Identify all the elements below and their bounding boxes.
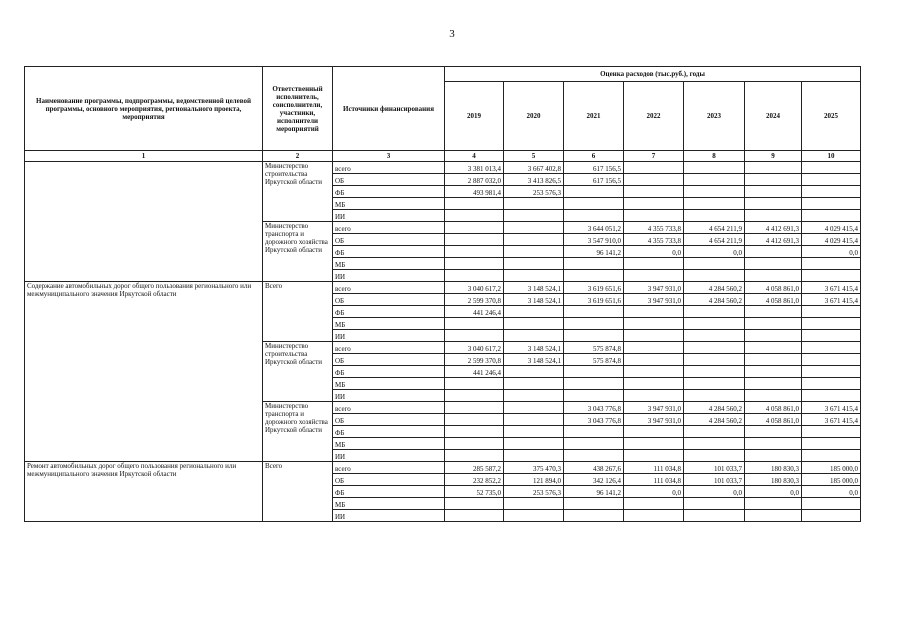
value-cell: 3 947 931,0 bbox=[624, 402, 684, 414]
value-cell bbox=[504, 246, 564, 258]
col-header-name: Наименование программы, подпрограммы, ведомственной целевой программы, основного мероприятия, регионального проекта, мероприятия bbox=[25, 67, 263, 151]
funding-source: ИИ bbox=[333, 390, 445, 402]
value-cell: 4 029 415,4 bbox=[802, 222, 861, 234]
value-cell bbox=[684, 390, 745, 402]
value-cell bbox=[504, 414, 564, 426]
value-cell bbox=[504, 270, 564, 282]
funding-source: ФБ bbox=[333, 486, 445, 498]
value-cell: 3 381 013,4 bbox=[445, 162, 504, 174]
value-cell: 0,0 bbox=[624, 246, 684, 258]
value-cell: 180 830,3 bbox=[745, 462, 802, 474]
value-cell bbox=[745, 510, 802, 522]
funding-source: МБ bbox=[333, 498, 445, 510]
value-cell: 185 000,0 bbox=[802, 462, 861, 474]
value-cell bbox=[802, 366, 861, 378]
value-cell bbox=[745, 354, 802, 366]
value-cell: 575 874,8 bbox=[564, 342, 624, 354]
value-cell bbox=[504, 222, 564, 234]
value-cell: 3 671 415,4 bbox=[802, 294, 861, 306]
value-cell: 3 644 051,2 bbox=[564, 222, 624, 234]
value-cell bbox=[684, 318, 745, 330]
funding-source: ФБ bbox=[333, 186, 445, 198]
column-number: 3 bbox=[333, 151, 445, 162]
col-header-source: Источники финансирования bbox=[333, 67, 445, 151]
value-cell: 3 413 826,5 bbox=[504, 174, 564, 186]
value-cell bbox=[802, 258, 861, 270]
value-cell bbox=[745, 246, 802, 258]
funding-source: всего bbox=[333, 402, 445, 414]
value-cell: 0,0 bbox=[684, 486, 745, 498]
col-header-costs: Оценка расходов (тыс.руб.), годы bbox=[445, 67, 861, 82]
funding-source: МБ bbox=[333, 198, 445, 210]
value-cell bbox=[445, 234, 504, 246]
value-cell: 575 874,8 bbox=[564, 354, 624, 366]
value-cell: 4 355 733,8 bbox=[624, 222, 684, 234]
year-header: 2019 bbox=[445, 82, 504, 151]
value-cell bbox=[564, 210, 624, 222]
value-cell bbox=[624, 426, 684, 438]
value-cell bbox=[802, 330, 861, 342]
year-header: 2021 bbox=[564, 82, 624, 151]
value-cell bbox=[745, 330, 802, 342]
value-cell bbox=[745, 162, 802, 174]
value-cell bbox=[624, 210, 684, 222]
value-cell: 2 599 370,8 bbox=[445, 354, 504, 366]
funding-source: ФБ bbox=[333, 306, 445, 318]
value-cell bbox=[564, 330, 624, 342]
value-cell bbox=[564, 510, 624, 522]
header-row-1 bbox=[25, 67, 861, 82]
value-cell: 96 141,2 bbox=[564, 246, 624, 258]
value-cell bbox=[445, 222, 504, 234]
value-cell bbox=[445, 258, 504, 270]
budget-table bbox=[24, 66, 861, 522]
funding-source: ОБ bbox=[333, 474, 445, 486]
value-cell bbox=[504, 234, 564, 246]
funding-source: всего bbox=[333, 462, 445, 474]
value-cell bbox=[624, 438, 684, 450]
value-cell bbox=[445, 246, 504, 258]
value-cell: 4 284 560,2 bbox=[684, 402, 745, 414]
value-cell: 2 599 370,8 bbox=[445, 294, 504, 306]
value-cell bbox=[745, 390, 802, 402]
column-number: 8 bbox=[684, 151, 745, 162]
value-cell: 3 547 910,0 bbox=[564, 234, 624, 246]
value-cell bbox=[745, 498, 802, 510]
value-cell bbox=[564, 498, 624, 510]
value-cell bbox=[504, 366, 564, 378]
value-cell: 617 156,5 bbox=[564, 174, 624, 186]
value-cell: 4 058 861,0 bbox=[745, 402, 802, 414]
value-cell bbox=[445, 270, 504, 282]
value-cell bbox=[564, 450, 624, 462]
value-cell bbox=[802, 318, 861, 330]
value-cell bbox=[624, 258, 684, 270]
row-executor: Министерство транспорта и дорожного хозяйства Иркутской области bbox=[263, 402, 333, 462]
value-cell bbox=[624, 306, 684, 318]
value-cell bbox=[684, 378, 745, 390]
value-cell: 4 654 211,9 bbox=[684, 222, 745, 234]
value-cell bbox=[624, 510, 684, 522]
value-cell bbox=[684, 258, 745, 270]
value-cell bbox=[624, 318, 684, 330]
value-cell bbox=[624, 162, 684, 174]
value-cell bbox=[445, 438, 504, 450]
value-cell bbox=[504, 198, 564, 210]
value-cell bbox=[445, 330, 504, 342]
value-cell: 3 619 651,6 bbox=[564, 294, 624, 306]
value-cell: 3 148 524,1 bbox=[504, 342, 564, 354]
value-cell bbox=[684, 330, 745, 342]
value-cell bbox=[684, 174, 745, 186]
value-cell bbox=[684, 270, 745, 282]
value-cell bbox=[802, 450, 861, 462]
value-cell bbox=[684, 198, 745, 210]
funding-source: ИИ bbox=[333, 510, 445, 522]
value-cell: 493 981,4 bbox=[445, 186, 504, 198]
value-cell bbox=[745, 450, 802, 462]
value-cell: 96 141,2 bbox=[564, 486, 624, 498]
value-cell: 441 246,4 bbox=[445, 366, 504, 378]
row-executor: Министерство транспорта и дорожного хозяйства Иркутской области bbox=[263, 222, 333, 282]
column-number: 7 bbox=[624, 151, 684, 162]
table-body bbox=[25, 162, 861, 522]
value-cell bbox=[624, 354, 684, 366]
value-cell bbox=[745, 438, 802, 450]
value-cell bbox=[745, 378, 802, 390]
value-cell: 3 667 402,8 bbox=[504, 162, 564, 174]
value-cell bbox=[802, 354, 861, 366]
table-row bbox=[25, 462, 861, 474]
value-cell: 253 576,3 bbox=[504, 486, 564, 498]
value-cell bbox=[802, 210, 861, 222]
value-cell: 3 043 776,8 bbox=[564, 414, 624, 426]
value-cell bbox=[445, 378, 504, 390]
row-name bbox=[25, 162, 263, 282]
value-cell bbox=[564, 318, 624, 330]
value-cell bbox=[504, 426, 564, 438]
page-number: 3 bbox=[449, 28, 455, 40]
col-header-executor: Ответственный исполнитель, соисполнители, участники, исполнители мероприятий bbox=[263, 67, 333, 151]
funding-source: ИИ bbox=[333, 330, 445, 342]
value-cell: 101 033,7 bbox=[684, 462, 745, 474]
value-cell: 232 852,2 bbox=[445, 474, 504, 486]
value-cell: 3 148 524,1 bbox=[504, 294, 564, 306]
value-cell bbox=[745, 258, 802, 270]
column-number: 1 bbox=[25, 151, 263, 162]
value-cell bbox=[445, 426, 504, 438]
value-cell bbox=[504, 450, 564, 462]
funding-source: ОБ bbox=[333, 294, 445, 306]
value-cell: 3 947 931,0 bbox=[624, 294, 684, 306]
value-cell bbox=[802, 510, 861, 522]
funding-source: ФБ bbox=[333, 366, 445, 378]
value-cell bbox=[445, 318, 504, 330]
funding-source: ОБ bbox=[333, 234, 445, 246]
header-row-numbers bbox=[25, 151, 861, 162]
value-cell bbox=[624, 342, 684, 354]
value-cell: 617 156,5 bbox=[564, 162, 624, 174]
table-row bbox=[25, 162, 861, 174]
value-cell bbox=[564, 390, 624, 402]
value-cell bbox=[745, 426, 802, 438]
value-cell bbox=[802, 162, 861, 174]
value-cell: 253 576,3 bbox=[504, 186, 564, 198]
value-cell: 4 058 861,0 bbox=[745, 414, 802, 426]
value-cell bbox=[684, 306, 745, 318]
value-cell bbox=[504, 498, 564, 510]
value-cell: 2 887 032,0 bbox=[445, 174, 504, 186]
value-cell bbox=[504, 210, 564, 222]
year-header: 2022 bbox=[624, 82, 684, 151]
value-cell bbox=[564, 186, 624, 198]
value-cell: 375 470,3 bbox=[504, 462, 564, 474]
value-cell bbox=[745, 186, 802, 198]
funding-source: ФБ bbox=[333, 426, 445, 438]
funding-source: ОБ bbox=[333, 354, 445, 366]
value-cell bbox=[802, 174, 861, 186]
row-executor: Министерство строительства Иркутской области bbox=[263, 162, 333, 222]
value-cell bbox=[504, 402, 564, 414]
value-cell bbox=[745, 210, 802, 222]
value-cell bbox=[445, 510, 504, 522]
value-cell: 3 947 931,0 bbox=[624, 414, 684, 426]
value-cell bbox=[684, 438, 745, 450]
value-cell: 3 148 524,1 bbox=[504, 354, 564, 366]
value-cell bbox=[745, 366, 802, 378]
value-cell: 0,0 bbox=[802, 246, 861, 258]
value-cell bbox=[445, 414, 504, 426]
value-cell: 52 735,0 bbox=[445, 486, 504, 498]
value-cell bbox=[504, 330, 564, 342]
value-cell bbox=[445, 390, 504, 402]
value-cell: 3 043 776,8 bbox=[564, 402, 624, 414]
value-cell bbox=[564, 258, 624, 270]
value-cell bbox=[624, 498, 684, 510]
value-cell: 3 148 524,1 bbox=[504, 282, 564, 294]
value-cell bbox=[624, 330, 684, 342]
value-cell: 101 033,7 bbox=[684, 474, 745, 486]
value-cell bbox=[624, 174, 684, 186]
value-cell bbox=[684, 210, 745, 222]
year-header: 2024 bbox=[745, 82, 802, 151]
value-cell bbox=[745, 306, 802, 318]
value-cell: 0,0 bbox=[802, 486, 861, 498]
value-cell: 4 412 691,3 bbox=[745, 234, 802, 246]
value-cell: 3 040 617,2 bbox=[445, 282, 504, 294]
funding-source: МБ bbox=[333, 318, 445, 330]
value-cell bbox=[504, 318, 564, 330]
value-cell bbox=[684, 366, 745, 378]
funding-source: всего bbox=[333, 282, 445, 294]
value-cell: 3 671 415,4 bbox=[802, 402, 861, 414]
value-cell bbox=[802, 186, 861, 198]
year-header: 2020 bbox=[504, 82, 564, 151]
value-cell bbox=[684, 426, 745, 438]
value-cell: 4 284 560,2 bbox=[684, 294, 745, 306]
funding-source: ИИ bbox=[333, 210, 445, 222]
value-cell: 0,0 bbox=[745, 486, 802, 498]
value-cell bbox=[564, 270, 624, 282]
value-cell: 3 671 415,4 bbox=[802, 282, 861, 294]
value-cell bbox=[802, 498, 861, 510]
value-cell: 342 126,4 bbox=[564, 474, 624, 486]
value-cell bbox=[684, 162, 745, 174]
value-cell bbox=[684, 186, 745, 198]
funding-source: МБ bbox=[333, 438, 445, 450]
funding-source: всего bbox=[333, 342, 445, 354]
value-cell bbox=[745, 174, 802, 186]
column-number: 4 bbox=[445, 151, 504, 162]
value-cell bbox=[504, 306, 564, 318]
value-cell: 180 830,3 bbox=[745, 474, 802, 486]
value-cell bbox=[684, 342, 745, 354]
value-cell: 3 040 617,2 bbox=[445, 342, 504, 354]
value-cell bbox=[745, 318, 802, 330]
column-number: 5 bbox=[504, 151, 564, 162]
value-cell bbox=[684, 498, 745, 510]
funding-source: ФБ bbox=[333, 246, 445, 258]
value-cell: 111 034,8 bbox=[624, 462, 684, 474]
value-cell: 3 947 931,0 bbox=[624, 282, 684, 294]
value-cell bbox=[564, 198, 624, 210]
value-cell: 4 284 560,2 bbox=[684, 282, 745, 294]
value-cell bbox=[445, 198, 504, 210]
value-cell: 4 654 211,9 bbox=[684, 234, 745, 246]
value-cell: 438 267,6 bbox=[564, 462, 624, 474]
value-cell: 4 284 560,2 bbox=[684, 414, 745, 426]
funding-source: ОБ bbox=[333, 174, 445, 186]
value-cell bbox=[802, 378, 861, 390]
value-cell: 121 894,0 bbox=[504, 474, 564, 486]
value-cell bbox=[624, 390, 684, 402]
value-cell bbox=[624, 270, 684, 282]
column-number: 10 bbox=[802, 151, 861, 162]
year-header: 2025 bbox=[802, 82, 861, 151]
funding-source: МБ bbox=[333, 378, 445, 390]
value-cell: 4 412 691,3 bbox=[745, 222, 802, 234]
value-cell: 285 587,2 bbox=[445, 462, 504, 474]
row-name: Содержание автомобильных дорог общего пользования регионального или межмуниципального значения Иркутской области bbox=[25, 282, 263, 462]
column-number: 9 bbox=[745, 151, 802, 162]
column-number: 6 bbox=[564, 151, 624, 162]
funding-source: ИИ bbox=[333, 270, 445, 282]
value-cell bbox=[445, 450, 504, 462]
value-cell bbox=[445, 210, 504, 222]
value-cell: 4 355 733,8 bbox=[624, 234, 684, 246]
year-header: 2023 bbox=[684, 82, 745, 151]
value-cell bbox=[445, 402, 504, 414]
row-name: Ремонт автомобильных дорог общего пользования регионального или межмуниципального значения Иркутской области bbox=[25, 462, 263, 522]
row-executor: Министерство строительства Иркутской области bbox=[263, 342, 333, 402]
value-cell bbox=[504, 390, 564, 402]
value-cell bbox=[802, 306, 861, 318]
value-cell: 0,0 bbox=[684, 246, 745, 258]
value-cell bbox=[504, 258, 564, 270]
value-cell: 4 029 415,4 bbox=[802, 234, 861, 246]
value-cell bbox=[802, 426, 861, 438]
value-cell bbox=[624, 186, 684, 198]
value-cell bbox=[564, 366, 624, 378]
value-cell bbox=[504, 438, 564, 450]
value-cell bbox=[802, 270, 861, 282]
value-cell bbox=[802, 198, 861, 210]
value-cell bbox=[684, 354, 745, 366]
value-cell bbox=[684, 510, 745, 522]
row-executor: Всего bbox=[263, 282, 333, 342]
value-cell bbox=[564, 306, 624, 318]
value-cell: 441 246,4 bbox=[445, 306, 504, 318]
value-cell: 4 058 861,0 bbox=[745, 282, 802, 294]
value-cell bbox=[624, 378, 684, 390]
value-cell: 111 034,8 bbox=[624, 474, 684, 486]
table-row bbox=[25, 282, 861, 294]
value-cell bbox=[504, 378, 564, 390]
value-cell bbox=[624, 366, 684, 378]
funding-source: всего bbox=[333, 222, 445, 234]
value-cell bbox=[564, 426, 624, 438]
value-cell bbox=[564, 438, 624, 450]
funding-source: ОБ bbox=[333, 414, 445, 426]
value-cell bbox=[802, 438, 861, 450]
value-cell bbox=[504, 510, 564, 522]
value-cell bbox=[745, 342, 802, 354]
value-cell bbox=[745, 270, 802, 282]
column-number: 2 bbox=[263, 151, 333, 162]
value-cell bbox=[564, 378, 624, 390]
value-cell: 3 671 415,4 bbox=[802, 414, 861, 426]
value-cell: 185 000,0 bbox=[802, 474, 861, 486]
row-executor: Всего bbox=[263, 462, 333, 522]
value-cell bbox=[802, 390, 861, 402]
value-cell bbox=[624, 198, 684, 210]
value-cell bbox=[684, 450, 745, 462]
value-cell bbox=[745, 198, 802, 210]
funding-source: ИИ bbox=[333, 450, 445, 462]
value-cell bbox=[802, 342, 861, 354]
value-cell: 0,0 bbox=[624, 486, 684, 498]
value-cell bbox=[445, 498, 504, 510]
value-cell: 4 058 861,0 bbox=[745, 294, 802, 306]
funding-source: всего bbox=[333, 162, 445, 174]
value-cell: 3 619 651,6 bbox=[564, 282, 624, 294]
funding-source: МБ bbox=[333, 258, 445, 270]
value-cell bbox=[624, 450, 684, 462]
